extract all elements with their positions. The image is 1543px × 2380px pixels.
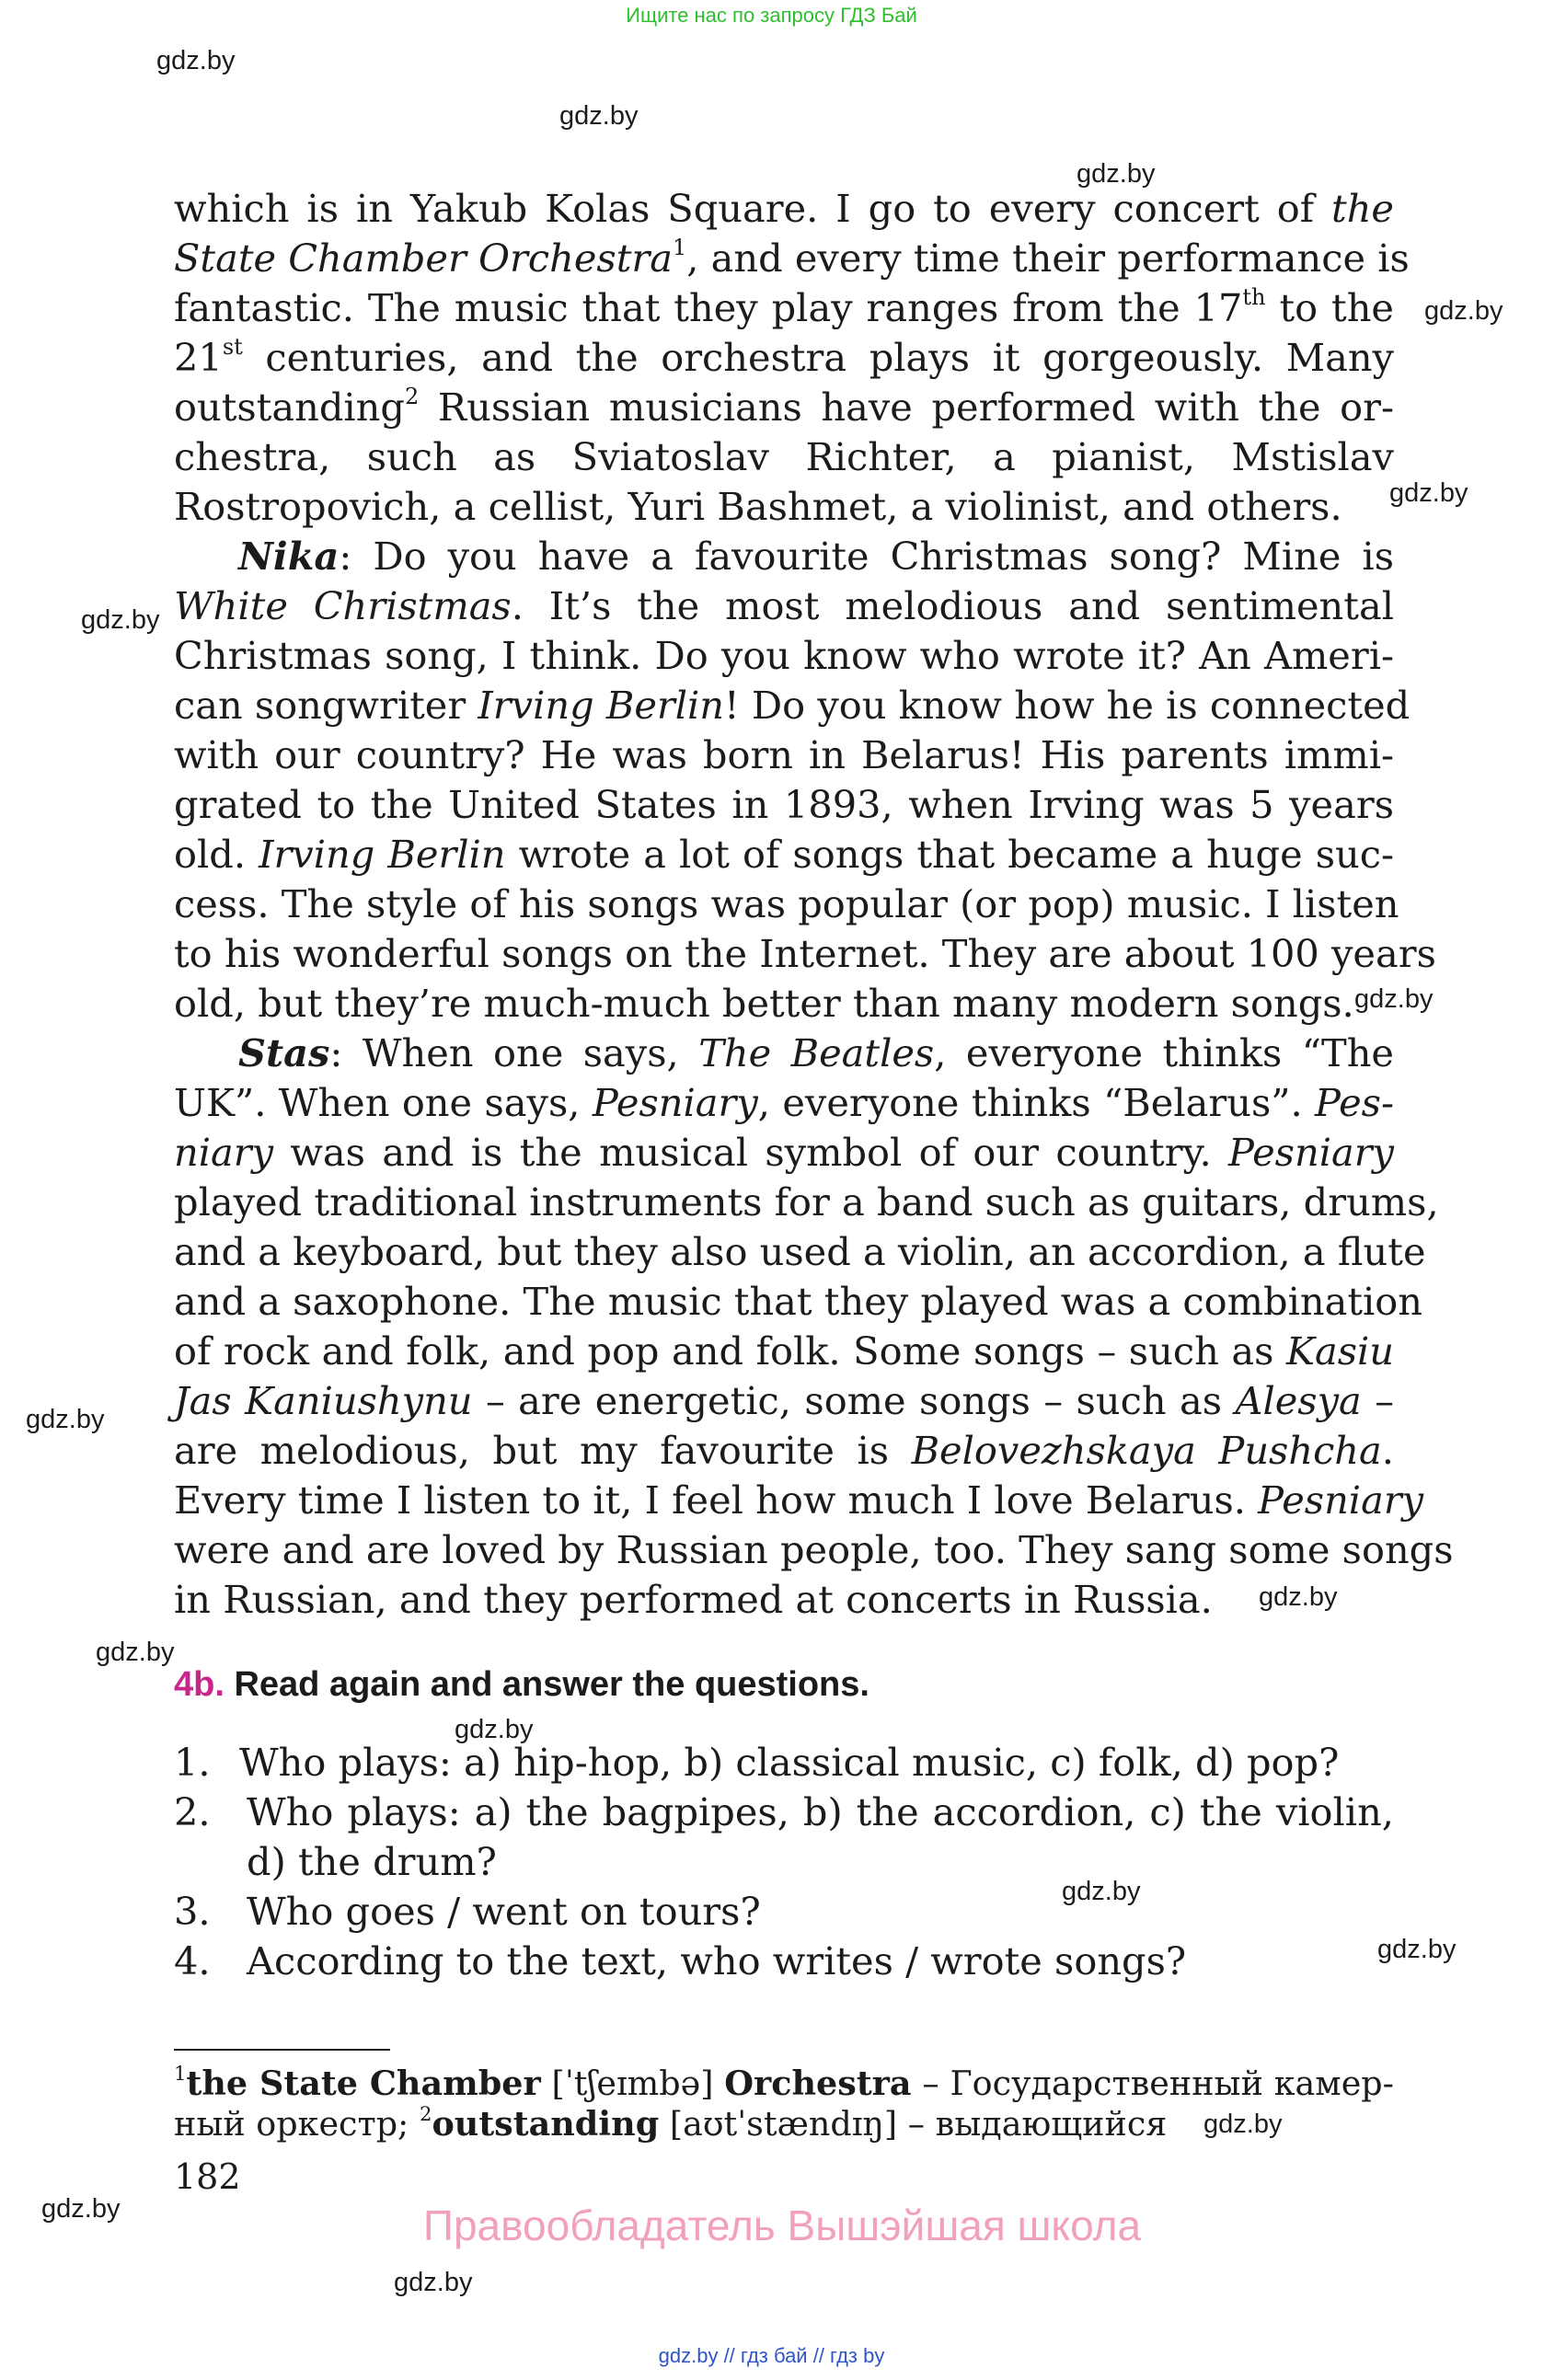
search-banner[interactable]: Ищите нас по запросу ГДЗ Бай: [626, 4, 917, 27]
text-line: and a saxophone. The music that they played was a combination: [174, 1279, 1422, 1324]
watermark: gdz.by: [1424, 296, 1503, 326]
text-line: UK”. When one says, Pesniary, everyone thinks “Belarus”. Pes-: [174, 1080, 1394, 1125]
question-text: According to the text, who writes / wrote songs?: [247, 1938, 1187, 1983]
text-line: cess. The style of his songs was popular (or pop) music. I listen: [174, 881, 1399, 926]
text-line: are melodious, but my favourite is Belovezhskaya Pushcha.: [174, 1428, 1394, 1473]
watermark: gdz.by: [394, 2268, 473, 2297]
text-line: were and are loved by Russian people, too. They sang some songs: [174, 1527, 1454, 1572]
text-line: Jas Kaniushynu – are energetic, some songs – such as Alesya –: [174, 1378, 1394, 1423]
text-line: Christmas song, I think. Do you know who wrote it? An Ameri-: [174, 633, 1394, 678]
watermark: gdz.by: [1259, 1582, 1338, 1612]
text-line: played traditional instruments for a band such as guitars, drums,: [174, 1179, 1439, 1224]
text-line: Every time I listen to it, I feel how much I love Belarus. Pesniary: [174, 1477, 1424, 1523]
watermark: gdz.by: [1377, 1935, 1457, 1964]
footer-links[interactable]: gdz.by // гдз бай // гдз by: [658, 2344, 885, 2367]
watermark: gdz.by: [1077, 159, 1156, 189]
watermark: gdz.by: [81, 605, 160, 635]
speaker-name: Nika: [238, 534, 340, 579]
question-number: 3.: [174, 1889, 211, 1934]
question-number: 4.: [174, 1938, 211, 1983]
question-text: Who goes / went on tours?: [247, 1889, 761, 1934]
text-line: Stas: When one says, The Beatles, everyone thinks “The: [238, 1030, 1394, 1075]
text-line: of rock and folk, and pop and folk. Some songs – such as Kasiu: [174, 1328, 1394, 1374]
watermark: gdz.by: [156, 46, 236, 75]
watermark: gdz.by: [96, 1638, 175, 1667]
text-line: old. Irving Berlin wrote a lot of songs that became a huge suc-: [174, 832, 1394, 877]
watermark: gdz.by: [455, 1715, 534, 1744]
text-line: 21st centuries, and the orchestra plays it gorgeously. Many: [174, 333, 1394, 380]
text-line: and a keyboard, but they also used a violin, an accordion, a flute: [174, 1229, 1426, 1274]
text-line: outstanding$^2$ Russian musicians have performed with the or-: [174, 383, 1394, 430]
text-line: niary was and is the musical symbol of our country. Pesniary: [174, 1130, 1394, 1175]
text-line: State Chamber Orchestra$^1$, and every time their performance is: [174, 234, 1410, 281]
text-line: to his wonderful songs on the Internet. They are about 100 years: [174, 931, 1436, 976]
watermark: gdz.by: [1203, 2110, 1283, 2139]
text-line: White Christmas. It’s the most melodious and sentimental: [174, 583, 1394, 628]
watermark: gdz.by: [1389, 478, 1468, 508]
question-text: Who plays: a) the bagpipes, b) the accordion, c) the violin,: [247, 1789, 1394, 1834]
question-text: Who plays: a) hip-hop, b) classical music, c) folk, d) pop?: [239, 1740, 1340, 1785]
text-line: with our country? He was born in Belarus! His parents immi-: [174, 732, 1394, 777]
question-continuation: d) the drum?: [247, 1839, 497, 1884]
text-line: Rostropovich, a cellist, Yuri Bashmet, a violinist, and others.: [174, 484, 1342, 529]
text-line: grated to the United States in 1893, when Irving was 5 years: [174, 782, 1394, 827]
footnote-line: ный оркестр; $^2$outstanding [aʊtˈstændɪŋ] – выдающийся: [174, 2101, 1168, 2144]
text-line: which is in Yakub Kolas Square. I go to every concert of the: [174, 186, 1394, 231]
watermark: gdz.by: [559, 101, 639, 131]
text-line: can songwriter Irving Berlin! Do you know how he is connected: [174, 683, 1411, 728]
text-line: chestra, such as Sviatoslav Richter, a pianist, Mstislav: [174, 434, 1394, 479]
task-instruction: Read again and answer the questions.: [234, 1665, 869, 1704]
footnote-line: $^1$the State Chamber [ˈtʃeɪmbə] Orchestra – Государственный камер-: [174, 2061, 1394, 2103]
copyright-notice: Правообладатель Вышэйшая школа: [422, 2202, 1142, 2249]
text-line: fantastic. The music that they play ranges from the 17th to the: [174, 283, 1394, 330]
text-line: Nika: Do you have a favourite Christmas song? Mine is: [238, 534, 1394, 579]
text-line: in Russian, and they performed at concerts in Russia.: [174, 1577, 1213, 1622]
footnote-divider: [174, 2049, 390, 2051]
watermark: gdz.by: [1062, 1877, 1141, 1906]
watermark: gdz.by: [1354, 984, 1434, 1014]
watermark: gdz.by: [41, 2194, 121, 2224]
page-number: 182: [174, 2156, 241, 2197]
task-number: 4b.: [174, 1665, 225, 1704]
task-heading: [174, 1661, 869, 1707]
question-number: 2.: [174, 1789, 211, 1834]
question-number: 1.: [174, 1740, 211, 1785]
speaker-name: Stas: [238, 1030, 330, 1075]
watermark: gdz.by: [26, 1405, 105, 1434]
text-line: old, but they’re much-much better than many modern songs.: [174, 981, 1354, 1026]
